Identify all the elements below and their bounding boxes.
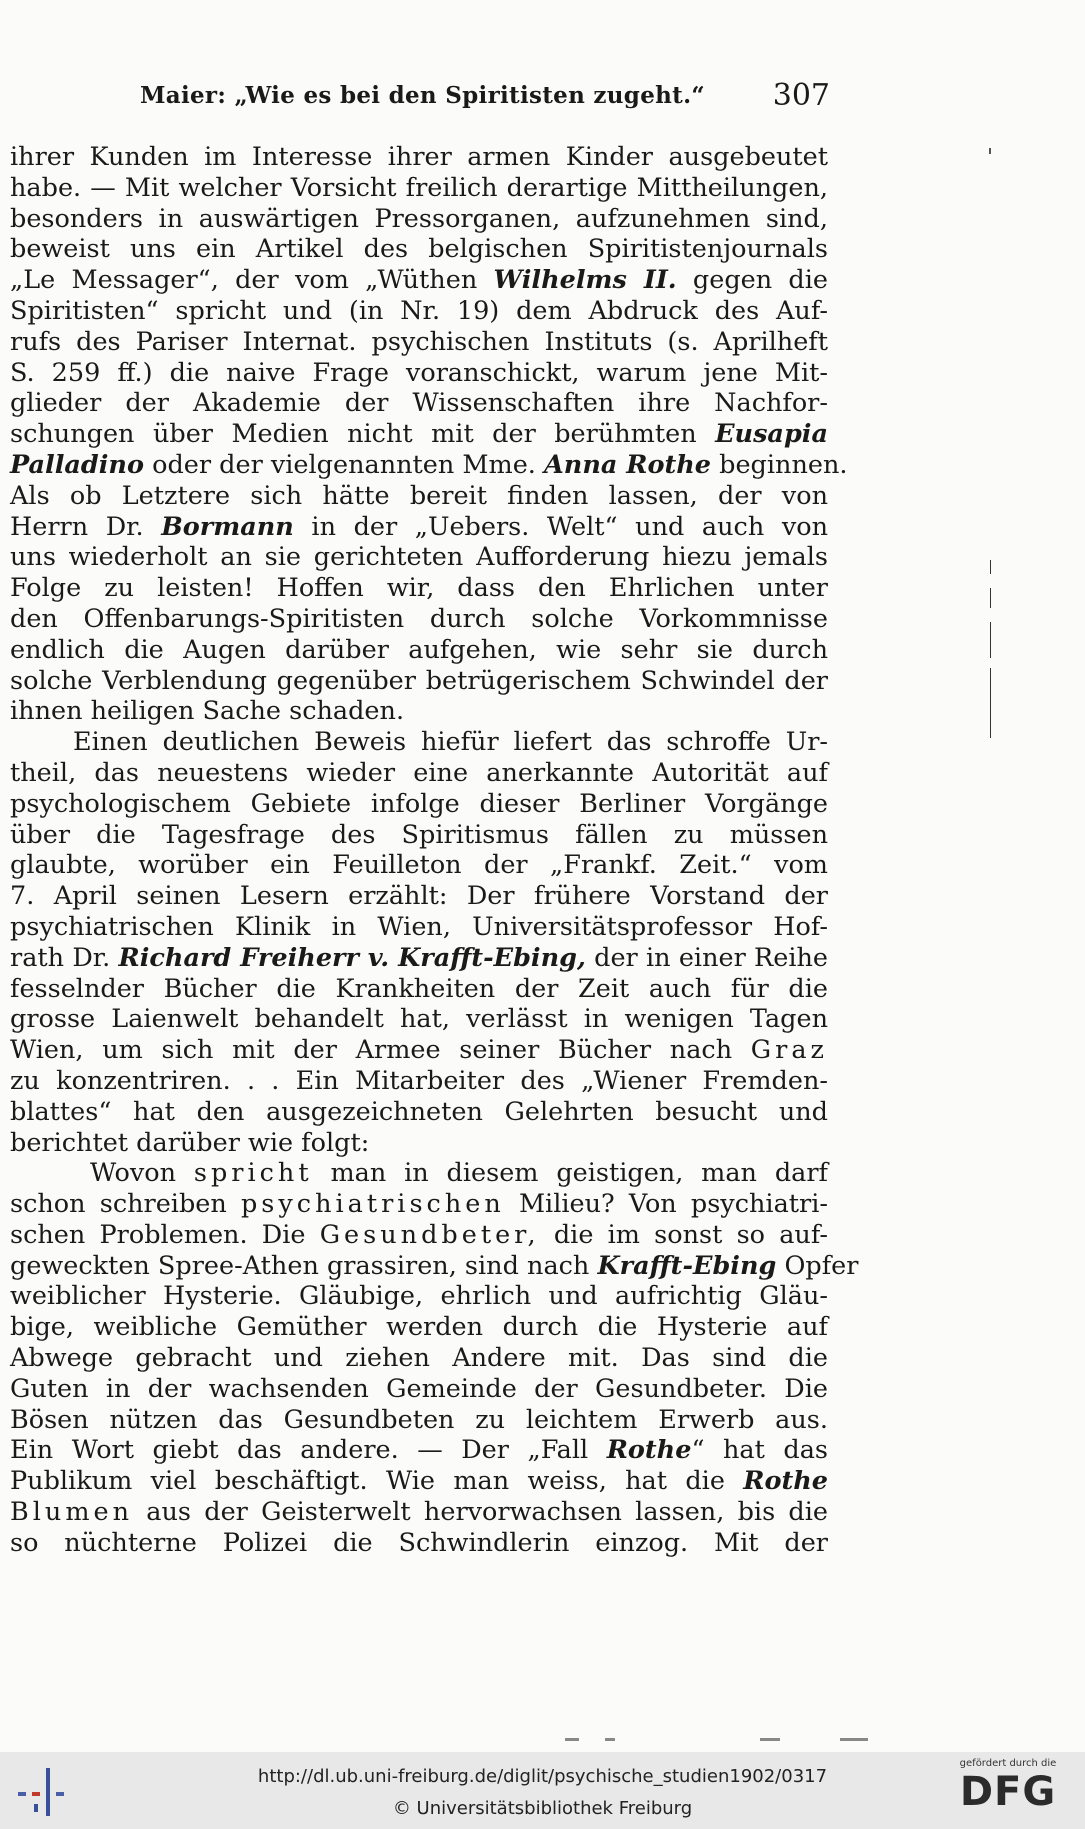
text-line [10, 296, 828, 327]
text-line [10, 481, 828, 512]
text-line [10, 1466, 828, 1497]
margin-line [990, 622, 991, 658]
text-run: Milieu? Von psychiatri- [504, 1189, 828, 1220]
italic-name: Krafft-Ebing [597, 1250, 777, 1281]
text-run: “ hat das [691, 1435, 828, 1466]
text-run: Wovon [90, 1158, 194, 1189]
text-line [10, 1405, 828, 1436]
text-run: Spiritisten“ spricht und (in Nr. 19) dem Abdruck des Auf- [10, 295, 828, 326]
text-line [10, 173, 828, 204]
text-line [10, 204, 828, 235]
copyright-notice: © Universitätsbibliothek Freiburg [392, 1798, 693, 1819]
text-run: oder der vielgenannten Mme. [143, 449, 545, 480]
text-run: besonders in auswärtigen Pressorganen, aufzunehmen sind, [10, 203, 828, 234]
text-run: weiblicher Hysterie. Gläubige, ehrlich und aufrichtig Gläu- [10, 1281, 828, 1312]
spaced-emphasis: Blumen [10, 1497, 134, 1528]
italic-name: Rothe [743, 1466, 828, 1497]
text-run: den Offenbarungs-Spiritisten durch solche Vorkommnisse [10, 603, 828, 634]
text-line [10, 1374, 828, 1405]
text-run: S. 259 ff.) die naive Frage voranschickt, warum jene Mit- [10, 357, 828, 388]
text-line [10, 142, 828, 173]
text-line [10, 1312, 828, 1343]
italic-name: Rothe [606, 1435, 692, 1466]
dfg-logo [943, 1758, 1073, 1824]
spaced-emphasis: spricht [193, 1158, 313, 1189]
text-run: habe. — Mit welcher Vorsicht freilich derartige Mittheilungen, [10, 172, 828, 203]
text-run: blattes“ hat den ausgezeichneten Gelehrten besucht und [10, 1096, 828, 1127]
text-run: man in diesem geistigen, man darf [312, 1158, 828, 1189]
text-line [10, 635, 828, 666]
scan-artifact [605, 1738, 615, 1741]
text-run: in der „Uebers. Welt“ und auch von [293, 511, 828, 542]
text-line [10, 388, 828, 419]
text-line [10, 265, 828, 296]
running-header [140, 78, 830, 118]
italic-name: Richard Freiherr v. Krafft-Ebing, [118, 942, 586, 973]
dfg-caption: gefördert durch die [959, 1758, 1057, 1769]
running-title: Maier: „Wie es bei den Spiritisten zugeht.“ [140, 82, 705, 109]
italic-name: Anna Rothe [544, 449, 712, 480]
text-line [10, 1128, 828, 1159]
scan-artifact [840, 1738, 868, 1741]
spaced-emphasis: psychiatrischen [240, 1189, 505, 1220]
margin-mark [989, 148, 991, 154]
italic-name: Palladino [10, 449, 144, 480]
text-run: zu konzentriren. . . Ein Mitarbeiter des „Wiener Fremden- [10, 1065, 828, 1096]
text-line [10, 604, 828, 635]
text-run: Wien, um sich mit der Armee seiner Bücher nach [10, 1035, 751, 1066]
text-line [10, 1004, 828, 1035]
text-run: endlich die Augen darüber aufgehen, wie sehr sie durch [10, 634, 828, 665]
italic-name: Bormann [161, 511, 294, 542]
margin-line [990, 560, 991, 574]
text-line [10, 1528, 828, 1559]
text-run: der in einer Reihe [585, 942, 828, 973]
text-run: rath Dr. [10, 942, 119, 973]
spaced-emphasis: Gesundbeter, [319, 1219, 540, 1250]
text-run: berichtet darüber wie folgt: [10, 1127, 370, 1158]
text-line [10, 727, 828, 758]
text-run: „Le Messager“, der vom „Wüthen [10, 265, 494, 296]
text-run: geweckten Spree-Athen grassiren, sind nach [10, 1250, 598, 1281]
text-run: psychiatrischen Klinik in Wien, Universitätsprofessor Hof- [10, 911, 828, 942]
text-run: Einen deutlichen Beweis hiefür liefert das schroffe Ur- [73, 727, 828, 758]
text-line [10, 1189, 828, 1220]
text-line [10, 943, 828, 974]
text-line [10, 696, 828, 727]
body-text [10, 142, 859, 1559]
text-line [10, 327, 828, 358]
text-run: grosse Laienwelt behandelt hat, verlässt in wenigen Tagen [10, 1004, 828, 1035]
text-run: Guten in der wachsenden Gemeinde der Gesundbeter. Die [10, 1373, 828, 1404]
text-line [10, 573, 828, 604]
text-run: uns wiederholt an sie gerichteten Aufforderung hiezu jemals [10, 542, 828, 573]
text-line [10, 789, 828, 820]
text-run: psychologischem Gebiete infolge dieser Berliner Vorgänge [10, 788, 828, 819]
text-run: beweist uns ein Artikel des belgischen Spiritistenjournals [10, 234, 828, 265]
text-line [10, 1281, 828, 1312]
margin-line [990, 588, 991, 608]
permalink-url[interactable]: http://dl.ub.uni-freiburg.de/diglit/psychische_studien1902/0317 [257, 1766, 828, 1787]
text-line [10, 1097, 828, 1128]
text-line [10, 820, 828, 851]
margin-line [990, 668, 991, 738]
text-line [10, 1220, 828, 1251]
text-run: 7. April seinen Lesern erzählt: Der frühere Vorstand der [10, 881, 828, 912]
text-run: Als ob Letztere sich hätte bereit finden lassen, der von [10, 480, 828, 511]
text-line [10, 1497, 828, 1528]
text-run: fesselnder Bücher die Krankheiten der Zeit auch für die [10, 973, 828, 1004]
text-line [10, 850, 828, 881]
text-line [10, 881, 828, 912]
text-line [10, 1158, 828, 1189]
text-run: die im sonst so auf- [539, 1219, 828, 1250]
text-run: ihrer Kunden im Interesse ihrer armen Kinder ausgebeutet [10, 142, 828, 172]
text-line [10, 1250, 859, 1282]
text-run: Herrn Dr. [10, 511, 162, 542]
dfg-wordmark: DFG [959, 1769, 1057, 1815]
italic-name: Eusapia [715, 419, 828, 450]
text-line [10, 358, 828, 389]
scan-artifact [565, 1738, 579, 1741]
text-line [10, 1343, 828, 1374]
viewer-footer [0, 1752, 1085, 1829]
text-line [10, 1435, 828, 1466]
text-line [10, 542, 828, 573]
text-run: Bösen nützen das Gesundbeten zu leichtem Erwerb aus. [10, 1404, 828, 1435]
text-run: schungen über Medien nicht mit der berühmten [10, 419, 716, 450]
text-run: rufs des Pariser Internat. psychischen Instituts (s. Aprilheft [10, 326, 828, 357]
scan-artifact [760, 1738, 780, 1741]
text-run: Abwege gebracht und ziehen Andere mit. Das sind die [10, 1343, 828, 1374]
text-run: gegen die [676, 265, 828, 296]
text-line [10, 666, 828, 697]
text-line [10, 1035, 828, 1066]
text-run: Folge zu leisten! Hoffen wir, dass den Ehrlichen unter [10, 573, 828, 604]
text-run: beginnen. [711, 449, 848, 480]
text-run: bige, weibliche Gemüther werden durch die Hysterie auf [10, 1312, 828, 1343]
text-run: Publikum viel beschäftigt. Wie man weiss, hat die [10, 1466, 744, 1497]
text-run: schen Problemen. Die [10, 1219, 320, 1250]
text-run: glaubte, worüber ein Feuilleton der „Frankf. Zeit.“ vom [10, 850, 828, 881]
text-line [10, 512, 828, 543]
text-run: schon schreiben [10, 1189, 241, 1220]
text-line [10, 419, 828, 450]
text-run: glieder der Akademie der Wissenschaften ihre Nachfor- [10, 388, 828, 419]
text-run: über die Tagesfrage des Spiritismus fällen zu müssen [10, 819, 828, 850]
text-run: ihnen heiligen Sache schaden. [10, 696, 405, 727]
text-line [10, 974, 828, 1005]
text-line [10, 758, 828, 789]
text-run: Ein Wort giebt das andere. — Der „Fall [10, 1435, 607, 1466]
page-number: 307 [772, 78, 830, 113]
text-run: so nüchterne Polizei die Schwindlerin einzog. Mit der [10, 1527, 828, 1558]
text-run: solche Verblendung gegenüber betrügerischem Schwindel der [10, 665, 828, 696]
text-line [10, 912, 828, 943]
text-run: aus der Geisterwelt hervorwachsen lassen, bis die [133, 1497, 828, 1528]
text-line [10, 234, 828, 265]
italic-name: Wilhelms II. [493, 265, 677, 296]
text-run: theil, das neuestens wieder eine anerkannte Autorität auf [10, 757, 828, 788]
text-line [10, 449, 848, 481]
text-line [10, 1066, 828, 1097]
spaced-emphasis: Graz [750, 1035, 828, 1066]
text-run: Opfer [776, 1250, 859, 1281]
